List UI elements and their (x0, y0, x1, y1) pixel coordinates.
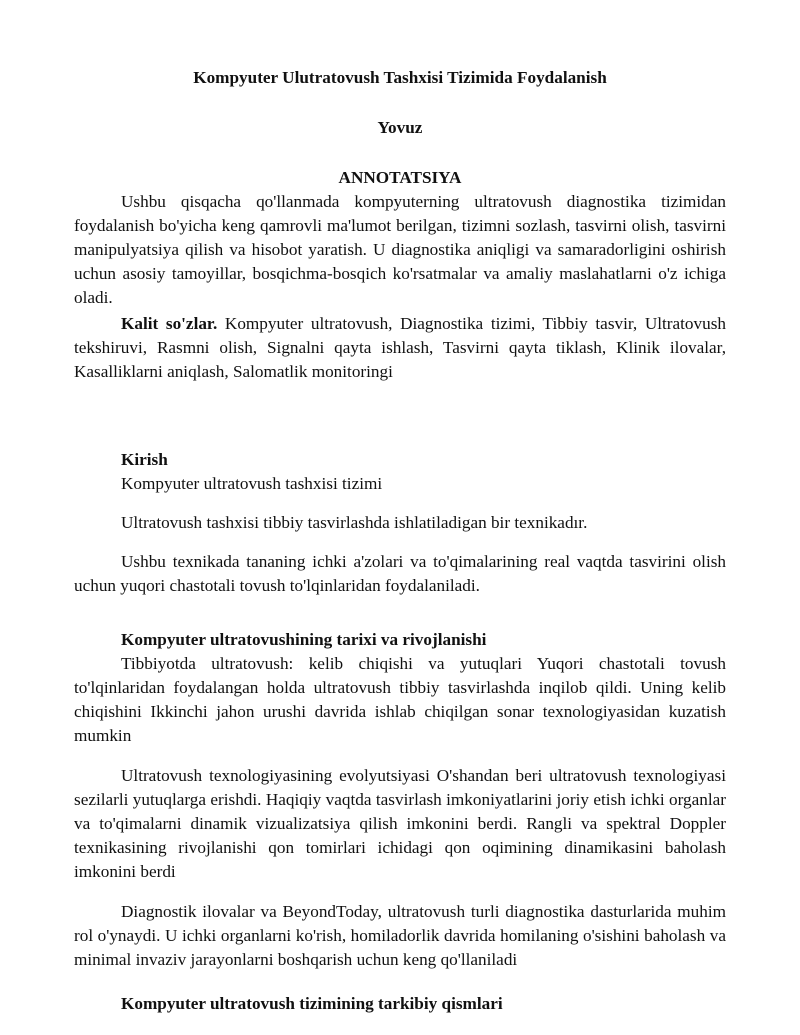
keywords-text: Kompyuter ultratovush, Diagnostika tizimi, Tibbiy tasvir, Ultratovush tekshiruvi, Rasmni olish, Signalni qayta ishlash, Tasvirni qayta tiklash, Klinik ilovalar, Kasalliklarni aniqlash, Salomatlik monitoringi (74, 314, 726, 381)
intro-heading: Kirish (121, 450, 168, 469)
history-paragraph-1: Tibbiyotda ultratovush: kelib chiqishi va yutuqlari Yuqori chastotali tovush to'lqinlaridan foydalangan holda ultratovush tibbiy tasvirlashda inqilob qildi. Uning kelib chiqishini Ikkinchi jahon urushi davrida ishlab chiqilgan sonar texnologiyasidan kuzatish mumkin (74, 654, 726, 745)
intro-subtitle: Kompyuter ultratovush tashxisi tizimi (121, 474, 383, 493)
history-paragraph-3: Diagnostik ilovalar va BeyondToday, ultratovush turli diagnostika dasturlarida muhim rol o'ynaydi. U ichki organlarni ko'rish, homiladorlik davrida homilaning o'sishini baholash va minimal invaziv jarayonlarni boshqarish uchun keng qo'llaniladi (74, 902, 726, 969)
abstract-heading: ANNOTATSIYA (338, 168, 462, 187)
history-heading: Kompyuter ultratovushining tarixi va rivojlanishi (121, 630, 487, 649)
document-author: Yovuz (377, 118, 423, 137)
intro-paragraph-1: Ultratovush tashxisi tibbiy tasvirlashda ishlatiladigan bir texnikadır. (121, 513, 588, 532)
history-paragraph-2: Ultratovush texnologiyasining evolyutsiyasi O'shandan beri ultratovush texnologiyasi sezilarli yutuqlarga erishdi. Haqiqiy vaqtda tasvirlash imkoniyatlarini joriy etish ichki organlar va to'qimalarni dinamik vizualizatsiya qilish imkonini berdi. Rangli va spektral Doppler texnikasining rivojlanishi qon tomirlari ichidagi qon oqimining dinamikasini baholash imkonini berdi (74, 766, 726, 881)
components-heading: Kompyuter ultratovush tizimining tarkibiy qismlari (121, 994, 503, 1013)
document-page (74, 0, 726, 1016)
document-title: Kompyuter Ulutratovush Tashxisi Tizimida Foydalanish (193, 68, 607, 87)
keywords-label: Kalit so'zlar. (121, 314, 218, 333)
abstract-text: Ushbu qisqacha qo'llanmada kompyuterning ultratovush diagnostika tizimidan foydalanish bo'yicha keng qamrovli ma'lumot berilgan, tizimni sozlash, tasvirni olish, tasvirni manipulyatsiya qilish va hisobot yaratish. U diagnostika aniqligi va samaradorligini oshirish uchun asosiy tamoyillar, bosqichma-bosqich ko'rsatmalar va amaliy maslahatlarni o'z ichiga oladi. (74, 192, 726, 307)
intro-paragraph-2: Ushbu texnikada tananing ichki a'zolari va to'qimalarining real vaqtda tasvirini olish uchun yuqori chastotali tovush to'lqinlaridan foydalaniladi. (74, 552, 726, 595)
keywords-paragraph (74, 312, 726, 384)
